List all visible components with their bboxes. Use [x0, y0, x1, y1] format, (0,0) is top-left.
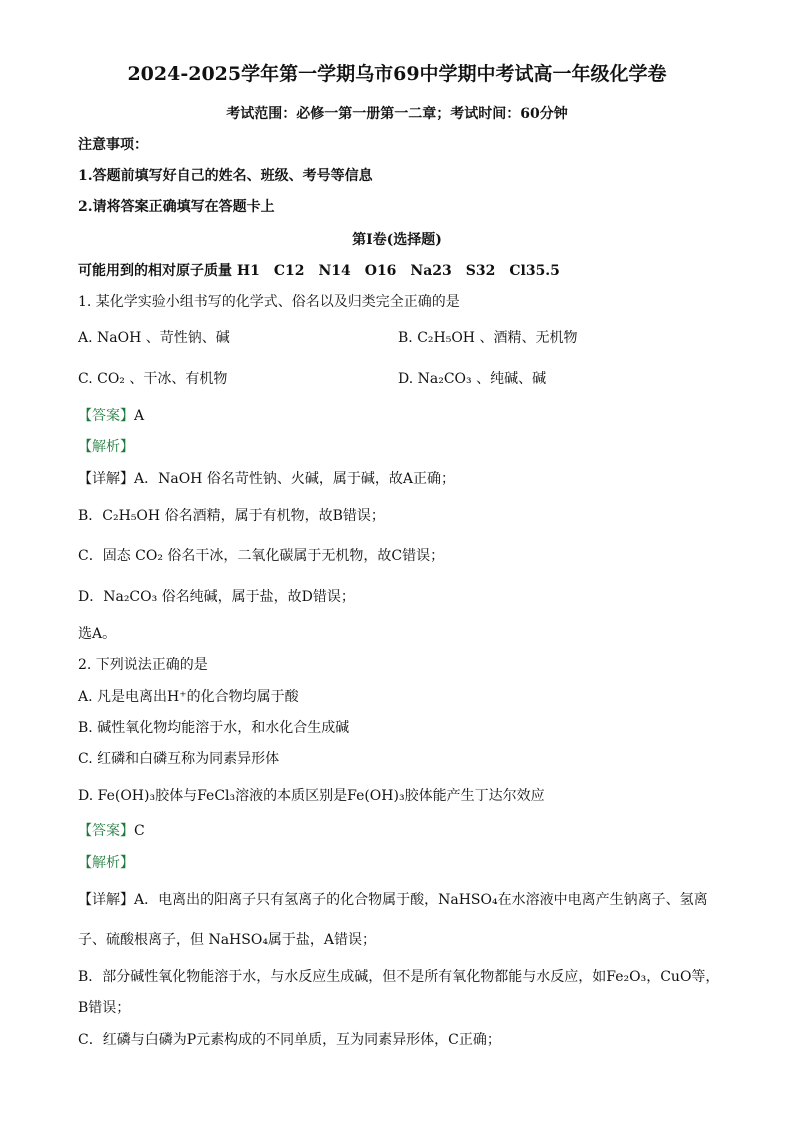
- section-title: 第Ⅰ卷(选择题): [352, 232, 442, 248]
- option-a: A. 凡是电离出H⁺的化合物均属于酸: [78, 689, 299, 705]
- detail-line: C．红磷与白磷为P元素构成的不同单质，互为同素异形体，C正确；: [78, 1032, 501, 1048]
- question-stem: 2. 下列说法正确的是: [78, 657, 208, 673]
- notice-heading: 注意事项：: [78, 137, 148, 153]
- answer-tag: 【答案】: [78, 408, 134, 424]
- detail-line: B错误；: [78, 1000, 131, 1016]
- question-stem: 1. 某化学实验小组书写的化学式、俗名以及归类完全正确的是: [78, 294, 460, 310]
- detail-line: D．Na₂CO₃ 俗名纯碱，属于盐，故D错误；: [78, 589, 355, 605]
- notice-item: 1.答题前填写好自己的姓名、班级、考号等信息: [78, 168, 373, 184]
- detail-line: B．C₂H₅OH 俗名酒精，属于有机物，故B错误；: [78, 508, 385, 524]
- detail-line: 选A。: [78, 626, 117, 642]
- atomic-masses: 可能用到的相对原子质量 H1 C12 N14 O16 Na23 S32 Cl35.5: [78, 263, 560, 279]
- detail-line: C．固态 CO₂ 俗名干冰，二氧化碳属于无机物，故C错误；: [78, 548, 445, 564]
- option-c: C. CO₂ 、干冰、有机物: [78, 371, 228, 387]
- option-d: D. Na₂CO₃ 、纯碱、碱: [398, 371, 547, 387]
- option-a: A. NaOH 、苛性钠、碱: [78, 330, 230, 346]
- notice-item: 2.请将答案正确填写在答题卡上: [78, 199, 275, 215]
- detail-line: B．部分碱性氧化物能溶于水，与水反应生成碱，但不是所有氧化物都能与水反应，如Fe₂O₃，CuO等，: [78, 969, 720, 985]
- option-b: B. C₂H₅OH 、酒精、无机物: [398, 330, 578, 346]
- answer-line: [78, 406, 144, 426]
- answer-tag: 【答案】: [78, 823, 134, 839]
- answer-value: A: [134, 408, 145, 424]
- detail-line: 【详解】A．NaOH 俗名苛性钠、火碱，属于碱，故A正确；: [78, 471, 455, 487]
- exam-subtitle: 考试范围：必修一第一册第一二章；考试时间：60分钟: [226, 106, 568, 122]
- option-b: B. 碱性氧化物均能溶于水，和水化合生成碱: [78, 720, 350, 736]
- analysis-tag: 【解析】: [78, 855, 134, 871]
- answer-line: [78, 821, 145, 841]
- analysis-tag: 【解析】: [78, 439, 134, 455]
- detail-line: 【详解】A．电离出的阳离子只有氢离子的化合物属于酸，NaHSO₄在水溶液中电离产生钠离子、氢离: [78, 892, 708, 908]
- answer-value: C: [134, 823, 145, 839]
- option-d: D. Fe(OH)₃胶体与FeCl₃溶液的本质区别是Fe(OH)₃胶体能产生丁达尔效应: [78, 788, 545, 804]
- exam-title: 2024-2025学年第一学期乌市69中学期中考试高一年级化学卷: [127, 63, 667, 85]
- option-c: C. 红磷和白磷互称为同素异形体: [78, 751, 280, 767]
- detail-line: 子、硫酸根离子，但 NaHSO₄属于盐，A错误；: [78, 932, 377, 948]
